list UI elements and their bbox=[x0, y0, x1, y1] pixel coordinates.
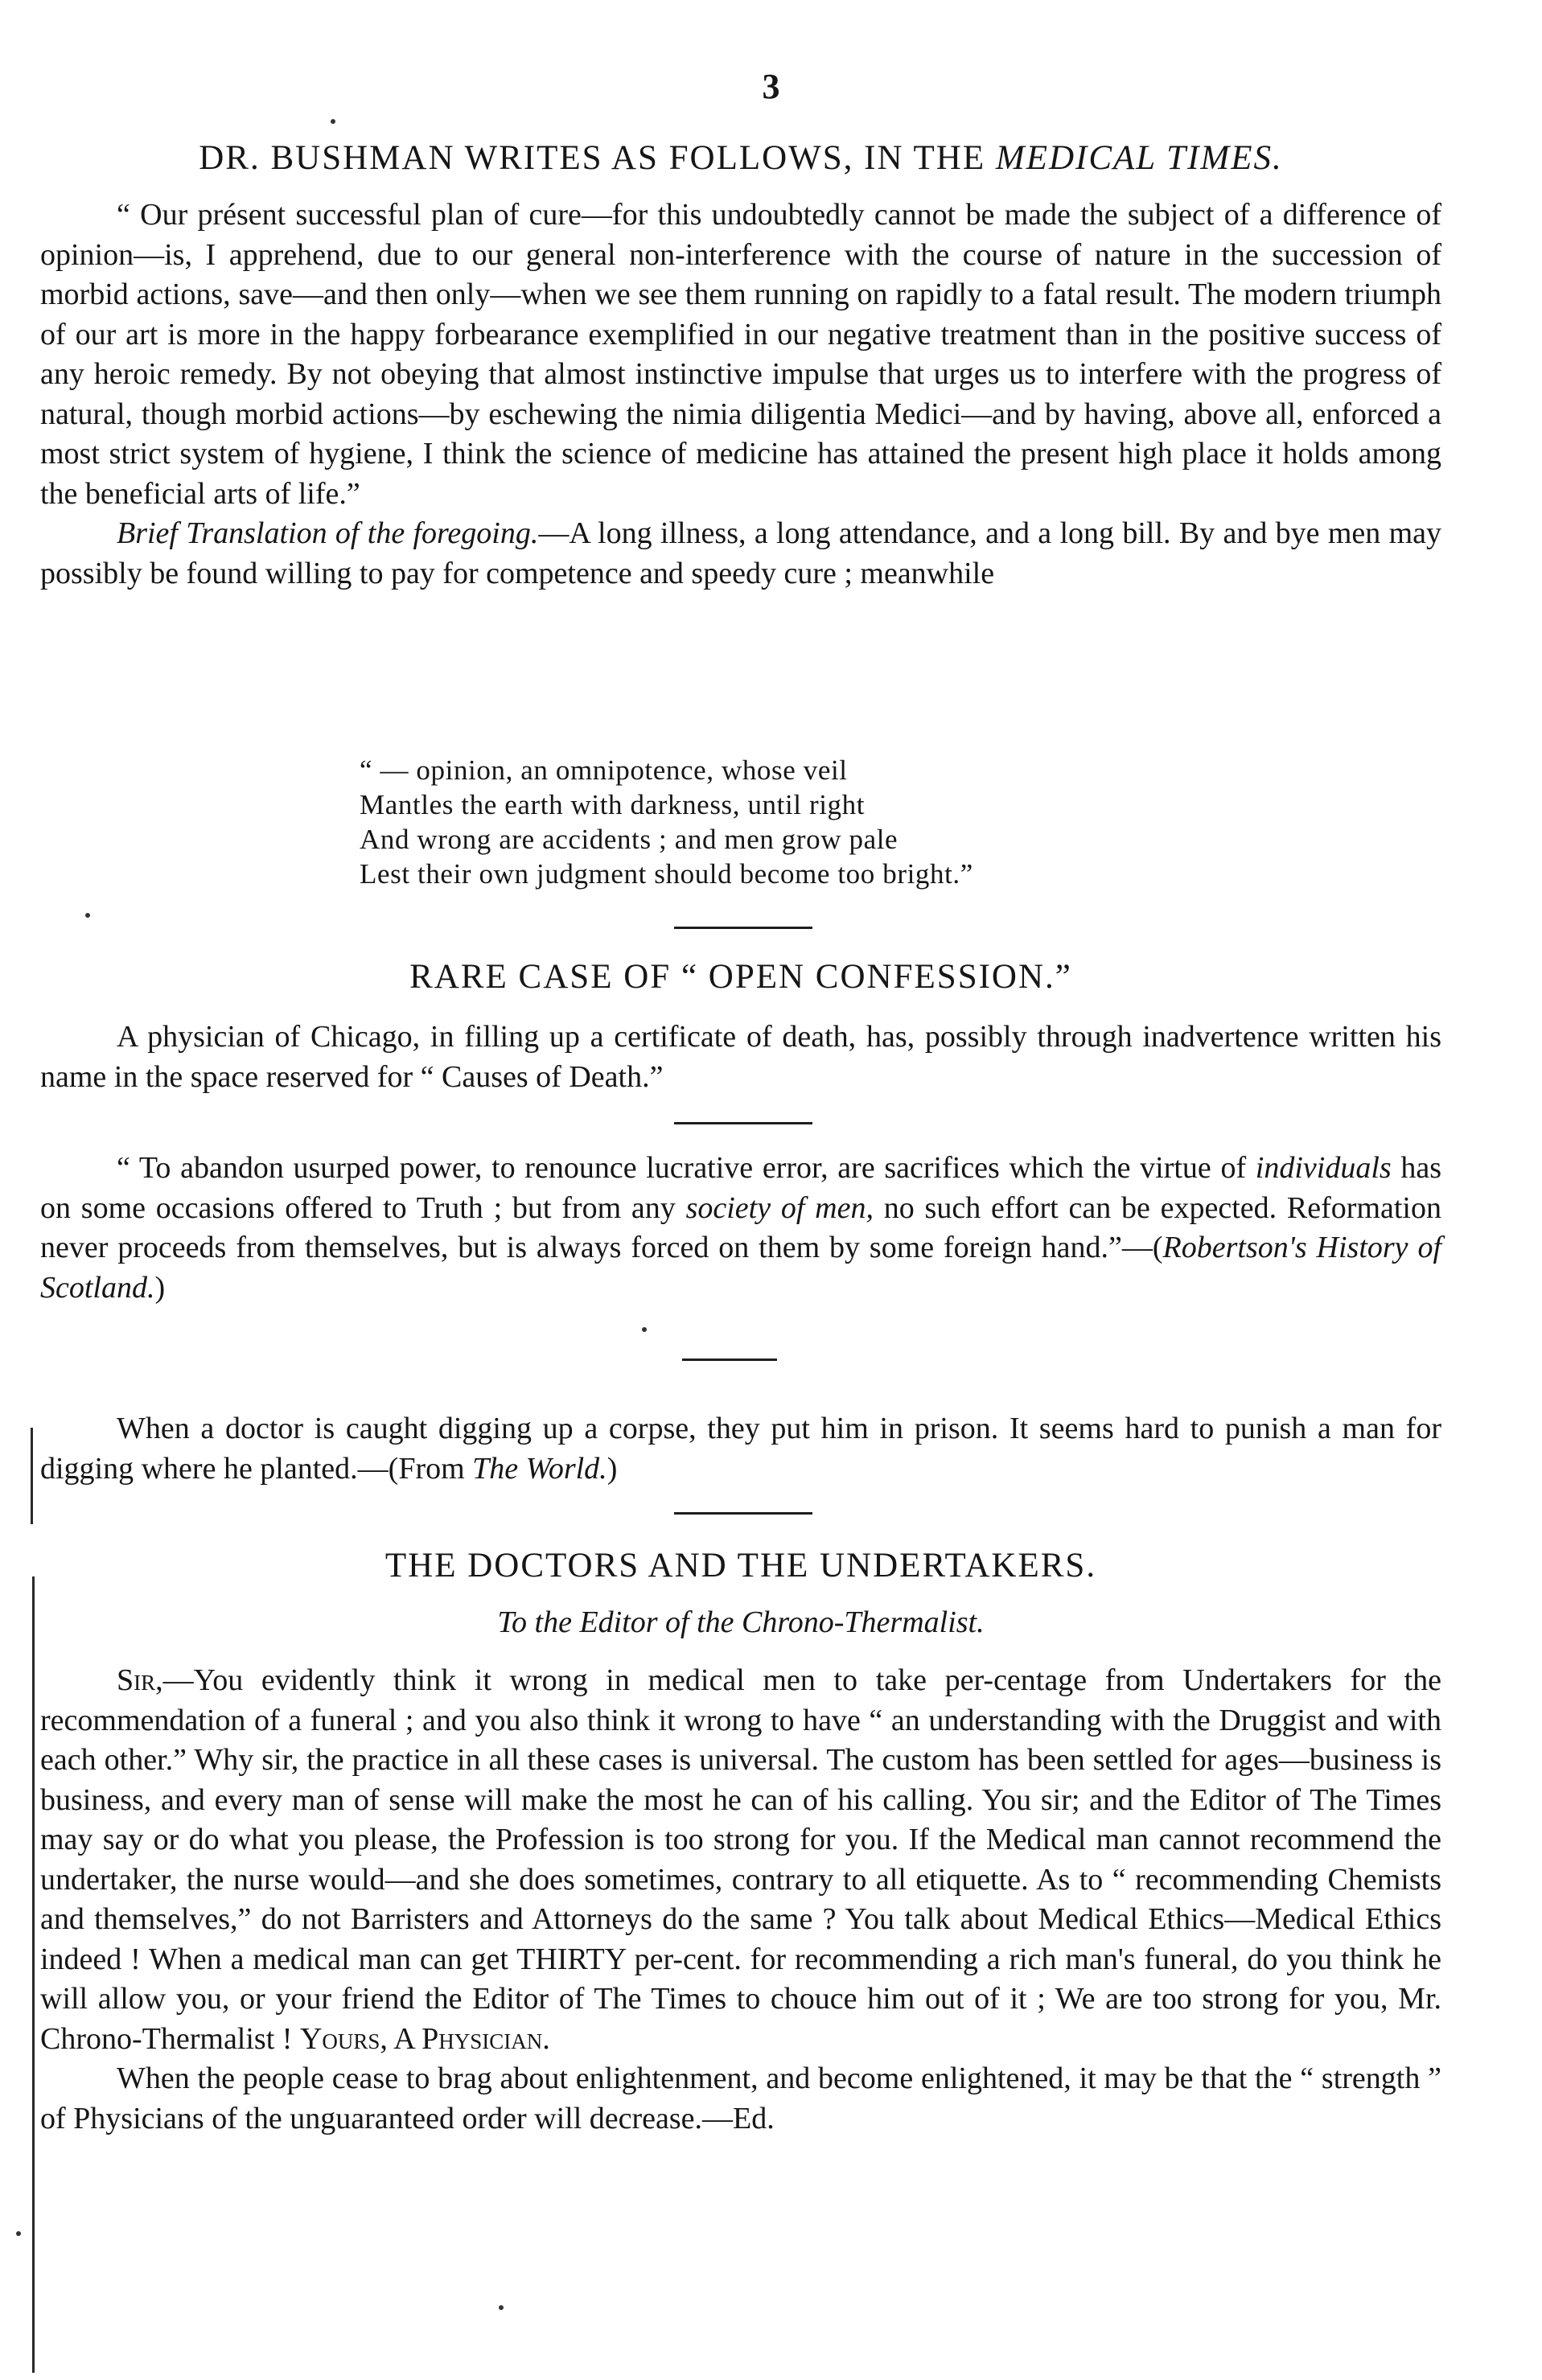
letter-body bbox=[40, 1661, 1441, 2139]
divider-rule bbox=[674, 927, 812, 929]
confession-paragraph: A physician of Chicago, in filling up a certificate of death, has, possibly through inadvertence written his name in the space reserved for “ Causes of Death.” bbox=[40, 1020, 1441, 1094]
letter-subheading: To the Editor of the Chrono-Thermalist. bbox=[497, 1605, 985, 1639]
article-body bbox=[40, 1017, 1441, 1097]
verse-quote bbox=[360, 753, 973, 891]
scan-margin-line bbox=[31, 1428, 33, 1524]
article-robertson-quote bbox=[40, 1149, 1441, 1308]
translation-paragraph: Brief Translation of the foregoing.—A long illness, a long attendance, and a long bill. By and bye men may possibly be found willing to pay for competence and speedy cure ; meanwhile bbox=[40, 516, 1441, 590]
article-body bbox=[40, 195, 1441, 594]
article-heading: DR. BUSHMAN WRITES AS FOLLOWS, IN THE MEDICAL TIMES. bbox=[199, 139, 1283, 177]
verse-line: And wrong are accidents ; and men grow pale bbox=[360, 824, 898, 855]
article-open-confession bbox=[40, 957, 1441, 997]
letter-signoff: Yours, A Physician. bbox=[299, 2021, 550, 2056]
verse-line: Lest their own judgment should become too bright.” bbox=[360, 858, 973, 890]
divider-rule bbox=[682, 1359, 777, 1361]
ink-speck bbox=[85, 913, 90, 918]
editor-note-paragraph: When the people cease to brag about enlightenment, and become enlightened, it may be that the “ strength ” of Physicians of the unguaranteed order will decrease.—Ed. bbox=[40, 2061, 1441, 2135]
ink-speck bbox=[16, 2231, 21, 2236]
divider-rule bbox=[674, 1512, 812, 1515]
quote-paragraph: “ Our présent successful plan of cure—for this undoubtedly cannot be made the subject of a difference of opinion—is, I apprehend, due to our general non-interference with the course of nature in the succession of morbid actions, save—and then only—when we see them running on rapidly to a fatal result. The modern triumph of our art is more in the happy forbearance exemplified in our negative treatment than in the positive success of any heroic remedy. By not obeying that almost instinctive impulse that urges us to interfere with the progress of natural, though morbid actions—by eschewing the nimia diligentia Medici—and by having, above all, enforced a most strict system of hygiene, I think the science of medicine has attained the present high place it holds among the beneficial arts of life.” bbox=[40, 198, 1441, 511]
letter-paragraph: Sir,—You evidently think it wrong in medical men to take per-centage from Undertakers for the recommendation of a funeral ; and you also think it wrong to have “ an understanding with the Druggist and with each other.” Why sir, the practice in all these cases is universal. The custom has been settled for ages—business is business, and every man of sense will make the most he can of his calling. You sir; and the Editor of The Times may say or do what you please, the Profession is too strong for you. If the Medical man cannot recommend the undertaker, the nurse would—and she does sometimes, contrary to all etiquette. As to “ recommending Chemists and themselves,” do not Barristers and Attorneys do the same ? You talk about Medical Ethics—Medical Ethics indeed ! When a medical man can get THIRTY per-cent. for recommending a rich man's funeral, do you think he will allow you, or your friend the Editor of The Times to chouce him out of it ; We are too strong for you, Mr. Chrono-Thermalist ! Yours, A Physician. bbox=[40, 1663, 1441, 2056]
verse-line: “ — opinion, an omnipotence, whose veil bbox=[360, 754, 848, 786]
robertson-paragraph: “ To abandon usurped power, to renounce lucrative error, are sacrifices which the virtue of individuals has on some occasions offered to Truth ; but from any society of men, no such effort can be expected. Reformation never proceeds from themselves, but is always forced on them by some foreign hand.”—(Robertson's History of Scotland.) bbox=[40, 1151, 1442, 1305]
article-doctor-corpse bbox=[40, 1409, 1441, 1489]
article-medical-times bbox=[40, 138, 1441, 178]
page-number: 3 bbox=[762, 67, 780, 106]
article-heading: THE DOCTORS AND THE UNDERTAKERS. bbox=[384, 1547, 1097, 1585]
ink-speck bbox=[642, 1327, 647, 1332]
corpse-paragraph: When a doctor is caught digging up a corpse, they put him in prison. It seems hard to punish a man for digging where he planted.—(From The World.) bbox=[40, 1412, 1441, 1486]
article-doctors-undertakers bbox=[40, 1546, 1441, 1585]
ink-speck bbox=[331, 119, 335, 124]
scan-margin-line bbox=[32, 1576, 35, 2373]
verse-line: Mantles the earth with darkness, until right bbox=[360, 789, 866, 820]
article-heading: RARE CASE OF “ OPEN CONFESSION.” bbox=[409, 958, 1072, 996]
divider-rule bbox=[674, 1122, 812, 1124]
letter-address bbox=[40, 1605, 1441, 1640]
ink-speck bbox=[499, 2305, 504, 2310]
